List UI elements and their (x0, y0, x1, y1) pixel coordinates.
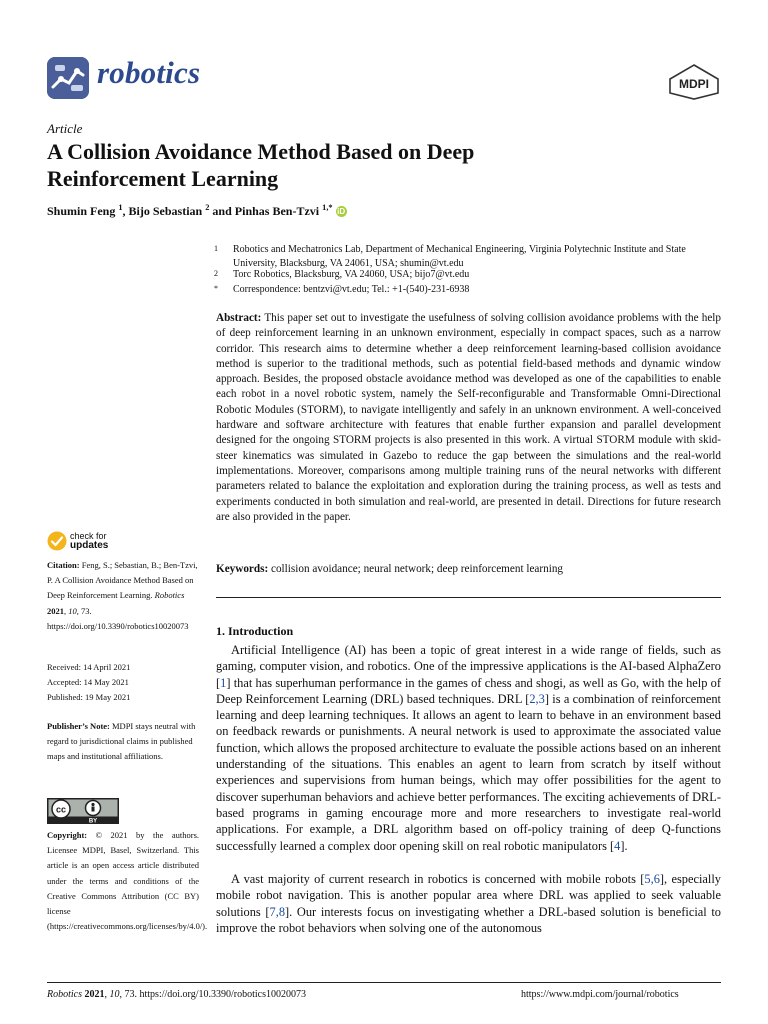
citation-link[interactable]: 1 (220, 675, 227, 690)
affiliation-text: Torc Robotics, Blacksburg, VA 24060, USA; bijo7@vt.edu (233, 269, 470, 280)
correspondence (214, 283, 724, 297)
author-name: Pinhas Ben-Tzvi (234, 204, 320, 218)
author-affil-mark: 2 (205, 203, 210, 212)
text-run: A vast majority of current research in robotics is concerned with mobile robots [ (231, 872, 645, 886)
citation-link[interactable]: 2,3 (529, 691, 545, 706)
citation-link[interactable]: 4 (614, 838, 621, 853)
mdpi-logo-text: MDPI (679, 77, 709, 91)
robotics-logo-icon (47, 57, 89, 99)
author-name: Bijo Sebastian (128, 204, 203, 218)
dates-block (47, 660, 199, 706)
copyright-block (47, 828, 208, 934)
abstract-text: This paper set out to investigate the usefulness of solving collision avoidance problems with the help of deep reinforcement learning in an unknown environment, especially in compact spaces, such as a narrow corridor. This research aims to determine whether a deep reinforcement learning-based collision avoidance method is superior to the traditional methods, such as potential field-based methods and dynamic window approach. Besides, the proposed obstacle avoidance method was developed as one of the capabilities to enable each robot in a novel robotic system, namely the Self-reconfigurable and Transformable Omni-Directional Robotic Modules (STORM), to navigate intelligently and safely in an unknown environment. A well-conceived hardware and software architecture with features that enable further expansion and parallel development designed for the ongoing STORM projects is also presented in this work. A virtual STORM module with skid-steer kinematics was simulated in Gazebo to reduce the gap between the simulations and the real-world implementations. Moreover, comparisons among multiple training runs of the neural networks with different parameters related to balance the exploitation and exploration during the training process, as well as tests and experiments conducted in both simulation and real-world, are presented in detail. Directions for future research are also provided in the paper. (216, 312, 721, 523)
footer-journal-url[interactable]: https://www.mdpi.com/journal/robotics (521, 989, 679, 1000)
cc-by-license-icon[interactable] (47, 798, 119, 824)
affiliation-text: Correspondence: bentzvi@vt.edu; Tel.: +1-(540)-231-6938 (233, 284, 470, 295)
text-run: ]. Our interests focus on investigating whether a DRL-based solution is beneficial to improve the robot behaviors when solving one of the autonomous (216, 904, 721, 935)
footer-doi[interactable]: , 73. https://doi.org/10.3390/robotics10020073 (119, 989, 306, 1000)
keywords (216, 563, 721, 575)
citation-label: Citation: (47, 560, 80, 570)
footer-volume: 10 (109, 989, 120, 1000)
author-name: Shumin Feng (47, 204, 116, 218)
footer-citation: Robotics 2021, 10, 73. https://doi.org/10.3390/robotics10020073 (47, 989, 306, 1000)
text-run: ] is a combination of reinforcement learning and deep learning techniques. It allows an agent to learn to behave in an environment based on feedback rewards or punishments. A neural network is used to approximate the associated value function, which allows the proposed architecture to evaluate the possible actions based on an inherent understanding of the situations. This enables an agent to learn from scratch by itself without experiences and supervisions from human beings, which may offer possibilities for the agent to discover superhuman behaviors and achieve better performances. The exciting achievements of DRL-based programs in gaming encourage more and more researchers to investigate real-world applications. For example, a DRL algorithm based on off-policy training of deep Q-functions successfully learned a complex door opening skill on real robotic manipulators [ (216, 691, 721, 853)
check-updates-line1: check for (70, 531, 107, 541)
footer-divider (47, 982, 721, 983)
keywords-text: collision avoidance; neural network; deep reinforcement learning (271, 563, 564, 575)
citation-doi[interactable]: , 73. https://doi.org/10.3390/robotics10020073 (47, 605, 189, 631)
affiliation-1 (214, 243, 724, 271)
affiliation-2 (214, 268, 724, 282)
author-affil-mark: 1 (118, 203, 123, 212)
text-run: ] that has superhuman performance in the games of chess and shogi, as well as Go, with the help of Deep Reinforcement Learning (DRL) based techniques. DRL [ (216, 675, 721, 706)
author-sep: and (209, 204, 235, 218)
intro-paragraph-2 (216, 871, 721, 936)
mdpi-logo-icon[interactable] (667, 63, 721, 101)
text-run: Artificial Intelligence (AI) has been a topic of great interest in a wide range of fields, such as gaming, computer vision, and robotics. One of the impressive applications is the AI-based AlphaZero [ (216, 643, 721, 690)
section-heading: 1. Introduction (216, 624, 294, 638)
received-date: Received: 14 April 2021 (47, 662, 131, 672)
keywords-label: Keywords: (216, 563, 269, 575)
citation-text: Feng, S.; Sebastian, B.; Ben-Tzvi, P. A Collision Avoidance Method Based on Deep Reinforcement Learning. (47, 560, 198, 601)
citation-journal: Robotics (154, 590, 185, 601)
copyright-label: Copyright: (47, 830, 88, 840)
orcid-icon[interactable]: iD (337, 207, 346, 216)
abstract-label: Abstract: (216, 312, 262, 324)
publishers-note-label: Publisher’s Note: (47, 721, 110, 731)
published-date: Published: 19 May 2021 (47, 692, 131, 703)
affiliation-mark: * (214, 284, 218, 293)
author-affil-mark: 1,* (322, 203, 333, 212)
citation-volume: 10 (68, 605, 77, 616)
footer-journal: Robotics (47, 989, 82, 1000)
check-updates-icon (47, 531, 67, 551)
affiliation-mark: 1 (214, 244, 218, 253)
publishers-note-text: MDPI stays neutral with regard to jurisdictional claims in published maps and institutional affiliations. (47, 721, 196, 762)
citation-link[interactable]: 5,6 (644, 872, 660, 886)
author-list (47, 204, 347, 219)
text-run: ], especially mobile robot navigation. This is another popular area where DRL was applied to seek valuable solutions [ (216, 872, 721, 919)
article-type: Article (47, 121, 83, 136)
intro-paragraph-1 (216, 642, 721, 854)
author-sep: , (122, 204, 129, 218)
cc-badge-text: BY (88, 818, 98, 824)
journal-name: robotics (97, 55, 201, 90)
paper-title: A Collision Avoidance Method Based on Deep Reinforcement Learning (47, 139, 475, 191)
check-updates-line2: updates (70, 540, 109, 551)
copyright-text: © 2021 by the authors. Licensee MDPI, Basel, Switzerland. This article is an open access article distributed under the terms and conditions of the Creative Commons Attribution (CC BY) license (https://creativecommons.org/licenses/by/4.0/). (47, 830, 208, 932)
abstract (216, 311, 721, 525)
citation-link[interactable]: 7,8 (269, 904, 286, 919)
affiliation-mark: 2 (214, 269, 218, 278)
svg-text:cc: cc (55, 804, 67, 815)
publishers-note (47, 719, 199, 765)
accepted-date: Accepted: 14 May 2021 (47, 677, 129, 688)
citation-block: Citation: Feng, S.; Sebastian, B.; Ben-Tzvi, P. A Collision Avoidance Method Based on Deep Reinforcement Learning. Robotics 2021, 10, 73. https://doi.org/10.3390/robotics10020073 (47, 560, 198, 631)
text-run: ]. (620, 838, 628, 853)
citation-year: 2021 (47, 605, 64, 616)
affiliation-text: Robotics and Mechatronics Lab, Department of Mechanical Engineering, Virginia Polytechnic Institute and State University, Blacksburg, VA 24061, USA; shumin@vt.edu (233, 244, 686, 269)
section-divider (216, 597, 721, 598)
footer-year: 2021 (84, 989, 105, 1000)
